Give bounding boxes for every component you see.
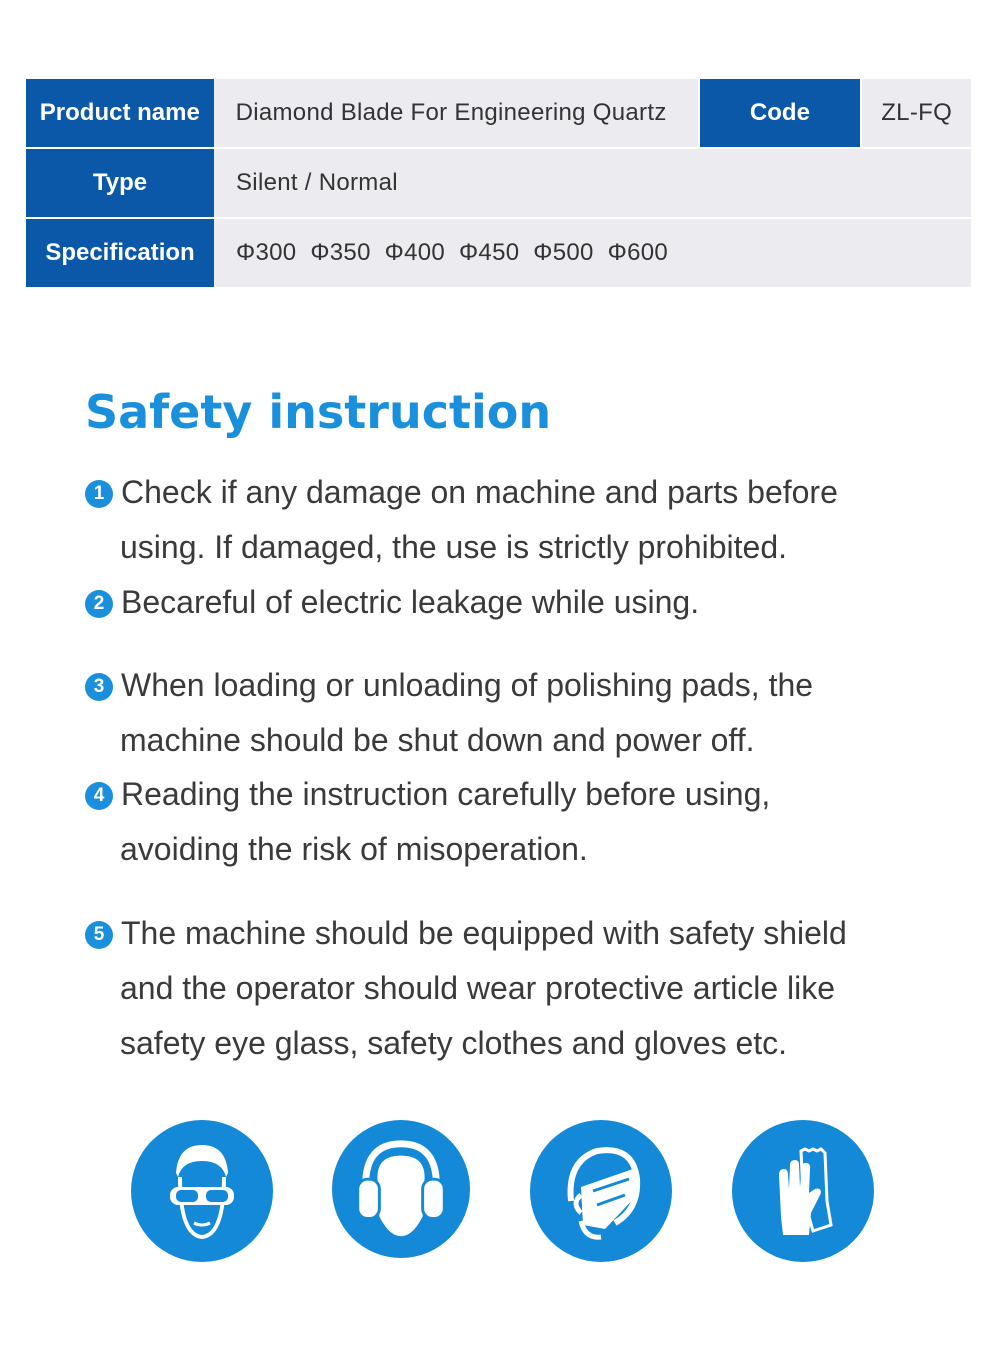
ear-protection-icon: [332, 1120, 470, 1258]
instruction-item: [85, 575, 935, 630]
product-name-value: Diamond Blade For Engineering Quartz: [214, 79, 698, 147]
instruction-text: The machine should be equipped with safety shield: [121, 915, 847, 951]
instruction-text: avoiding the risk of misoperation.: [120, 831, 588, 867]
type-label: Type: [26, 149, 214, 217]
instruction-text: and the operator should wear protective article like: [120, 970, 836, 1006]
instruction-text: When loading or unloading of polishing pads, the: [121, 667, 814, 703]
product-name-label: Product name: [26, 79, 214, 147]
safety-title: Safety instruction: [85, 385, 552, 439]
instruction-text: Becareful of electric leakage while using.: [121, 584, 700, 620]
instruction-text: Reading the instruction carefully before using,: [121, 776, 771, 812]
gloves-icon: [732, 1120, 874, 1262]
type-value: Silent / Normal: [214, 149, 971, 217]
row-product-name: [26, 79, 971, 147]
spec-table: [26, 79, 971, 287]
row-type: [26, 149, 971, 217]
instruction-item: [85, 906, 935, 1071]
specification-label: Specification: [26, 219, 214, 287]
specification-value: Φ300 Φ350 Φ400 Φ450 Φ500 Φ600: [214, 219, 971, 287]
instruction-text: machine should be shut down and power off.: [120, 722, 755, 758]
instruction-text: safety eye glass, safety clothes and gloves etc.: [120, 1025, 788, 1061]
instruction-item: [85, 767, 935, 877]
code-value: ZL-FQ: [862, 79, 971, 147]
instruction-item: [85, 465, 935, 575]
row-specification: [26, 219, 971, 287]
number-badge: 2: [85, 590, 113, 618]
safety-glasses-icon: [131, 1120, 273, 1262]
code-label: Code: [700, 79, 861, 147]
instruction-text: using. If damaged, the use is strictly prohibited.: [120, 529, 788, 565]
number-badge: 5: [85, 921, 113, 949]
number-badge: 1: [85, 480, 113, 508]
number-badge: 4: [85, 782, 113, 810]
instruction-item: [85, 658, 935, 768]
dust-mask-icon: [530, 1120, 672, 1262]
instruction-text: Check if any damage on machine and parts before: [121, 474, 838, 510]
number-badge: 3: [85, 673, 113, 701]
